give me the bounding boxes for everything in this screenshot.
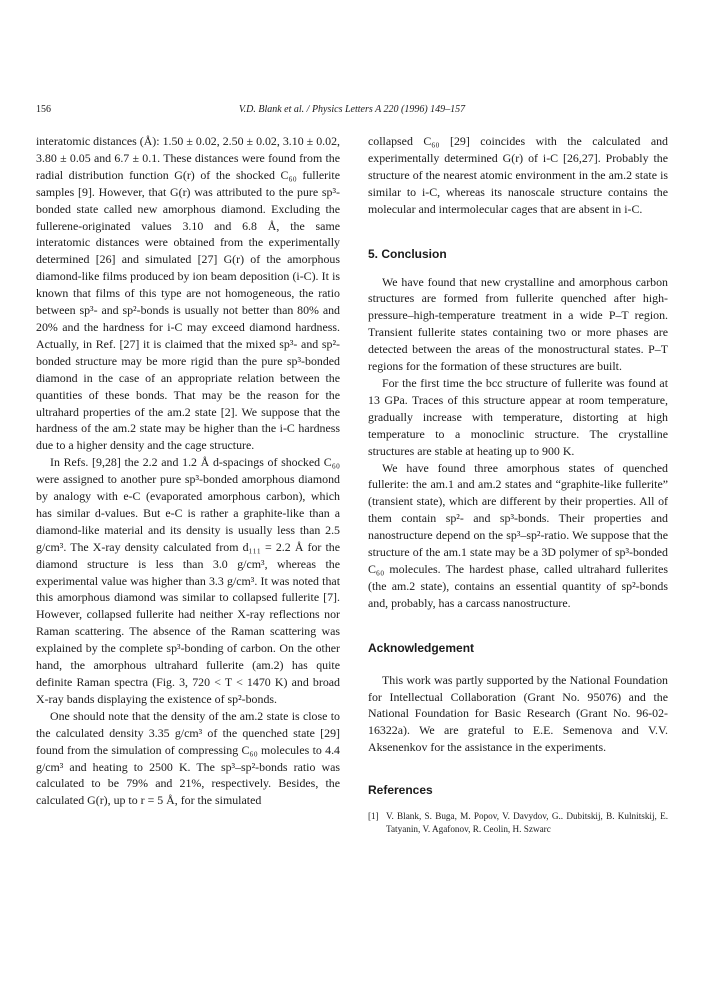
body-paragraph: In Refs. [9,28] the 2.2 and 1.2 Å d-spacings of shocked C₆₀ were assigned to another pure sp³-bonded amorphous diamond by analogy with e-C (evaporated amorphous carbon), which has similar d-values. But e-C is rather a graphite-like than a diamond-like material and its density is usually less than 2.5 g/cm³. The X-ray density calculated from d₁₁₁ = 2.2 Å for the diamond structure is less than 3.0 g/cm³, whereas the experimental value was higher than 3.3 g/cm³. It was noted that this amorphous diamond was similar to collapsed fullerite [7]. However, collapsed fullerite had neither X-ray reflections nor Raman scattering. The absence of the Raman scattering was explained by the complete sp³-bonding of carbon. On the other hand, the amorphous ultrahard fullerite (am.2) has quite definite Raman spectra (Fig. 3, 720 < T < 1470 K) and broad X-ray bands displaying the existence of sp²-bonds. bbox=[36, 455, 340, 706]
body-paragraph: One should note that the density of the am.2 state is close to the calculated density 3.35 g/cm³ of the quenched state [29] found from the simulation of compressing C₆₀ molecules to 4.4 g/cm³ and heating to 2500 K. The sp³–sp²-bonds ratio was calculated to be 79% and 21%, respectively. Besides, the calculated G(r), up to r = 5 Å, for the simulated bbox=[36, 708, 340, 808]
section-heading-conclusion: 5. Conclusion bbox=[368, 246, 447, 261]
section-heading-references: References bbox=[368, 783, 433, 798]
running-head: V.D. Blank et al. / Physics Letters A 220 (1996) 149–157 bbox=[238, 104, 466, 115]
body-paragraph: interatomic distances (Å): 1.50 ± 0.02, 2.50 ± 0.02, 3.10 ± 0.02, 3.80 ± 0.05 and 6.7 ± 0.1. These distances were found from the radial distribution function G(r) of the shocked C₆₀ fullerite samples [9]. However, that G(r) was attributed to the pure sp³-bonded state called new amorphous diamond. Excluding the fullerene-originated values 3.10 and 6.8 Å, the same interatomic distances were obtained from the experimentally determined [26] and simulated [27] G(r) of the amorphous diamond-like films produced by ion beam deposition (i-C). It is known that films of this type are not homogeneous, the ratio between sp³- and sp²-bonds is usually not better than 80% and 20% and the hardness for i-C may exceed diamond hardness. Actually, in Ref. [27] it is claimed that the mixed sp³- and sp²-bonded structure may be more rigid than the pure sp³-bonded diamond in the case of an appropriate relation between the quantities of these bonds. That may be the reason for the ultrahard properties of the am.2 state [2]. We suppose that the hardness of the am.2 state may be higher than the i-C hardness due to a higher density and the cage structure. bbox=[36, 134, 340, 453]
right-column bbox=[368, 133, 668, 836]
body-paragraph: We have found three amorphous states of quenched fullerite: the am.1 and am.2 states and “graphite-like fullerite” (transient state), which are different by their properties. All of them contain sp²- and sp³-bonds. Their properties and nanostructure depend on the sp³–sp²-ratio. We suppose that the structure of the am.1 state may be a 3D polymer of sp³-bonded C₆₀ molecules. The hardest phase, called ultrahard fullerites (the am.2 state), contains an essential quantity of sp²-bonds and, probably, has a carcass nanostructure. bbox=[368, 460, 668, 610]
body-paragraph: We have found that new crystalline and amorphous carbon structures are formed from fullerite quenched after high-pressure–high-temperature treatment in a wide P–T region. Transient fullerite states containing two or more phases are detected between the areas of the monostructural states. P–T regions for the formation of these structures are built. bbox=[368, 274, 668, 374]
acknowledgement-paragraph: This work was partly supported by the National Foundation for Intellectual Collaboration (Grant No. 95076) and the National Foundation for Basic Research (Grant No. 96-02-16322a). We are grateful to E.E. Semenova and V.V. Aksenenkov for the assistance in the experiments. bbox=[368, 672, 668, 755]
page-header bbox=[36, 104, 668, 118]
body-paragraph: For the first time the bcc structure of fullerite was found at 13 GPa. Traces of this structure appear at room temperature, gradually increase with temperature, distorting at high temperature to a monoclinic structure. The crystalline structures are stable at heating up to 900 K. bbox=[368, 375, 668, 458]
body-paragraph: collapsed C₆₀ [29] coincides with the calculated and experimentally determined G(r) of i-C [26,27]. Probably the structure of the nearest atomic environment in the am.2 state is similar to i-C, whereas its nanoscale structure contains the molecular and intermolecular cages that are absent in i-C. bbox=[368, 134, 668, 216]
left-column bbox=[36, 133, 340, 809]
reference-number: [1] bbox=[368, 811, 379, 822]
reference-item bbox=[368, 810, 668, 836]
reference-text: V. Blank, S. Buga, M. Popov, V. Davydov, G.. Dubitskij, B. Kulnitskij, E. Tatyanin, V. Agafonov, R. Ceolin, H. Szwarc bbox=[386, 811, 668, 835]
reference-list bbox=[368, 810, 668, 836]
section-heading-acknowledgement: Acknowledgement bbox=[368, 640, 475, 655]
page-number: 156 bbox=[36, 104, 51, 115]
